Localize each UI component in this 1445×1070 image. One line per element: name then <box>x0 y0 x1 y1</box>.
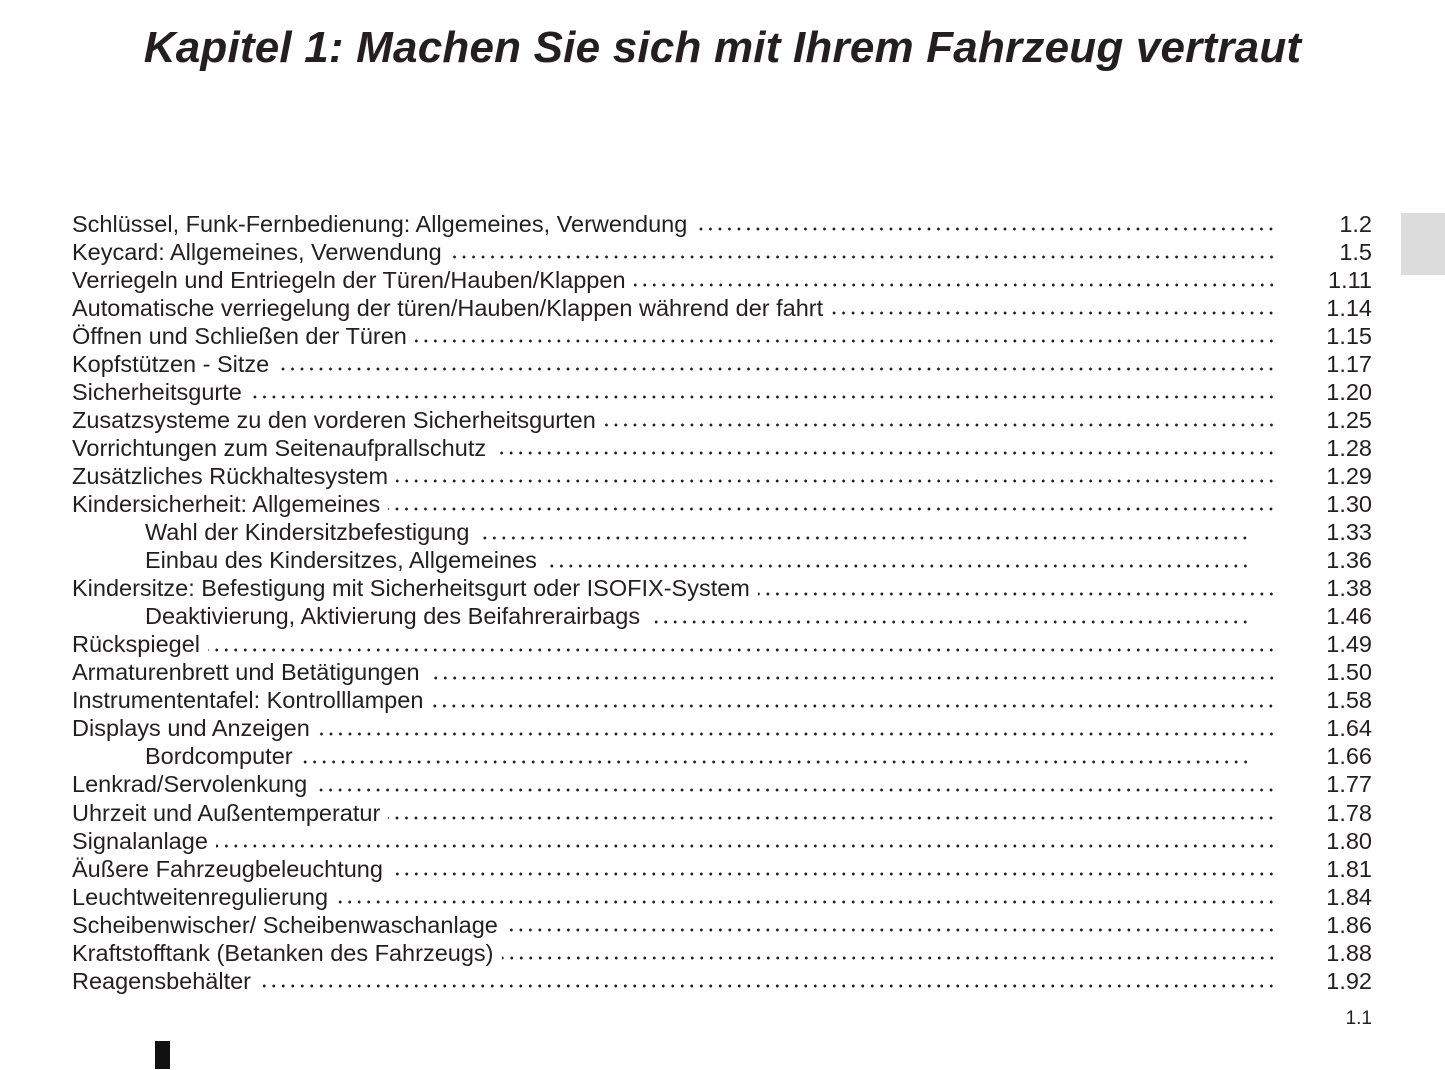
toc-leader <box>72 631 1276 659</box>
toc-entry[interactable] <box>72 715 1372 743</box>
toc-entry-page: 1.29 <box>1326 462 1372 489</box>
dot-leader <box>318 715 1276 743</box>
toc-entry-page: 1.2 <box>1339 210 1372 237</box>
toc-entry-label: Verriegeln und Entriegeln der Türen/Hauben/Klappen <box>72 266 626 293</box>
toc-entry-label: Automatische verriegelung der türen/Hauben/Klappen während der fahrt <box>72 294 824 321</box>
table-of-contents <box>72 210 1372 995</box>
toc-entry[interactable] <box>72 967 1372 995</box>
toc-entry-page: 1.64 <box>1326 715 1372 742</box>
toc-leader <box>72 434 1276 462</box>
toc-entry-page: 1.66 <box>1326 743 1372 770</box>
dot-leader <box>277 350 1276 378</box>
dot-leader <box>259 967 1276 995</box>
toc-entry-page: 1.49 <box>1326 631 1372 658</box>
toc-leader <box>72 687 1276 715</box>
toc-entry-label: Reagensbehälter <box>72 967 251 994</box>
toc-leader <box>72 967 1276 995</box>
dot-leader <box>428 659 1276 687</box>
dot-leader <box>391 855 1276 883</box>
toc-leader <box>72 238 1276 266</box>
toc-entry-page: 1.14 <box>1326 294 1372 321</box>
toc-entry[interactable] <box>72 210 1372 238</box>
toc-entry-label: Zusatzsysteme zu den vorderen Sicherheitsgurten <box>72 406 596 433</box>
toc-entry[interactable] <box>72 687 1372 715</box>
toc-entry-page: 1.5 <box>1339 238 1372 265</box>
toc-entry[interactable] <box>72 322 1372 350</box>
toc-entry-label: Lenkrad/Servolenkung <box>72 771 308 798</box>
dot-leader <box>208 631 1276 659</box>
toc-entry[interactable] <box>72 575 1372 603</box>
toc-entry[interactable] <box>72 294 1372 322</box>
toc-entry-page: 1.50 <box>1326 659 1372 686</box>
toc-entry-page: 1.88 <box>1326 939 1372 966</box>
toc-entry-page: 1.25 <box>1326 406 1372 433</box>
toc-subentry[interactable] <box>72 603 1372 631</box>
toc-entry[interactable] <box>72 939 1372 967</box>
toc-entry-page: 1.92 <box>1326 967 1372 994</box>
toc-leader <box>72 519 1276 547</box>
toc-leader <box>72 462 1276 490</box>
toc-entry-label: Zusätzliches Rückhaltesystem <box>72 462 389 489</box>
toc-entry-label: Sicherheitsgurte <box>72 378 242 405</box>
toc-entry-label: Scheibenwischer/ Scheibenwaschanlage <box>72 911 498 938</box>
toc-entry-page: 1.36 <box>1326 547 1372 574</box>
print-marker <box>155 1041 170 1069</box>
toc-entry[interactable] <box>72 238 1372 266</box>
toc-leader <box>72 771 1276 799</box>
chapter-side-tab <box>1401 213 1445 275</box>
toc-entry-label: Äußere Fahrzeugbeleuchtung <box>72 855 383 882</box>
dot-leader <box>336 883 1276 911</box>
dot-leader <box>388 490 1276 518</box>
page-number: 1.1 <box>1345 1008 1372 1029</box>
toc-leader <box>72 210 1276 238</box>
toc-entry[interactable] <box>72 659 1372 687</box>
toc-entry[interactable] <box>72 799 1372 827</box>
toc-entry-page: 1.30 <box>1326 490 1372 517</box>
toc-entry-label: Einbau des Kindersitzes, Allgemeines <box>145 547 537 574</box>
toc-entry[interactable] <box>72 631 1372 659</box>
dot-leader <box>388 799 1276 827</box>
toc-entry[interactable] <box>72 378 1372 406</box>
toc-leader <box>72 855 1276 883</box>
toc-leader <box>72 743 1276 771</box>
toc-leader <box>72 322 1276 350</box>
toc-leader <box>72 406 1276 434</box>
toc-leader <box>72 547 1276 575</box>
toc-leader <box>72 490 1276 518</box>
toc-entry-label: Deaktivierung, Aktivierung des Beifahrerairbags <box>145 603 641 630</box>
dot-leader <box>506 911 1276 939</box>
toc-entry-label: Kindersicherheit: Allgemeines <box>72 490 381 517</box>
chapter-title: Kapitel 1: Machen Sie sich mit Ihrem Fahrzeug vertraut <box>143 23 1302 72</box>
toc-entry-label: Wahl der Kindersitzbefestigung <box>145 519 470 546</box>
dot-leader <box>450 238 1276 266</box>
dot-leader <box>216 827 1276 855</box>
toc-entry-label: Vorrichtungen zum Seitenaufprallschutz <box>72 434 487 461</box>
toc-entry-page: 1.81 <box>1326 855 1372 882</box>
dot-leader <box>758 575 1276 603</box>
dot-leader <box>301 743 1250 771</box>
toc-leader <box>72 799 1276 827</box>
dot-leader <box>695 210 1276 238</box>
toc-entry-page: 1.17 <box>1326 350 1372 377</box>
dot-leader <box>502 939 1277 967</box>
toc-leader <box>72 575 1276 603</box>
dot-leader <box>477 519 1250 547</box>
toc-entry-label: Öffnen und Schließen der Türen <box>72 322 407 349</box>
toc-entry-label: Signalanlage <box>72 827 208 854</box>
dot-leader <box>415 322 1276 350</box>
toc-entry-label: Schlüssel, Funk-Fernbedienung: Allgemeines, Verwendung <box>72 210 688 237</box>
toc-entry-page: 1.11 <box>1328 266 1372 293</box>
toc-entry-label: Kraftstofftank (Betanken des Fahrzeugs) <box>72 939 494 966</box>
toc-entry[interactable] <box>72 911 1372 939</box>
toc-subentry[interactable] <box>72 519 1372 547</box>
toc-entry-page: 1.77 <box>1326 771 1372 798</box>
toc-leader <box>72 659 1276 687</box>
toc-entry[interactable] <box>72 827 1372 855</box>
toc-entry[interactable] <box>72 490 1372 518</box>
toc-entry[interactable] <box>72 855 1372 883</box>
dot-leader <box>431 687 1276 715</box>
dot-leader <box>396 462 1276 490</box>
toc-entry-label: Displays und Anzeigen <box>72 715 310 742</box>
toc-entry-label: Leuchtweitenregulierung <box>72 883 329 910</box>
dot-leader <box>604 406 1276 434</box>
toc-entry[interactable] <box>72 406 1372 434</box>
toc-leader <box>72 350 1276 378</box>
toc-entry-page: 1.15 <box>1326 322 1372 349</box>
dot-leader <box>494 434 1276 462</box>
toc-subentry[interactable] <box>72 547 1372 575</box>
toc-entry-page: 1.20 <box>1326 378 1372 405</box>
toc-entry-label: Rückspiegel <box>72 631 201 658</box>
toc-leader <box>72 603 1276 631</box>
toc-entry-page: 1.86 <box>1326 911 1372 938</box>
toc-entry-page: 1.28 <box>1326 434 1372 461</box>
toc-entry-label: Instrumententafel: Kontrolllampen <box>72 687 424 714</box>
toc-entry[interactable] <box>72 771 1372 799</box>
toc-entry-label: Uhrzeit und Außentemperatur <box>72 799 381 826</box>
dot-leader <box>831 294 1276 322</box>
toc-leader <box>72 911 1276 939</box>
toc-entry-page: 1.46 <box>1326 603 1372 630</box>
toc-leader <box>72 883 1276 911</box>
dot-leader <box>315 771 1276 799</box>
toc-entry[interactable] <box>72 434 1372 462</box>
toc-entry[interactable] <box>72 266 1372 294</box>
toc-entry-page: 1.84 <box>1326 883 1372 910</box>
toc-entry[interactable] <box>72 350 1372 378</box>
dot-leader <box>250 378 1276 406</box>
dot-leader <box>634 266 1276 294</box>
toc-entry-label: Kindersitze: Befestigung mit Sicherheitsgurt oder ISOFIX-System <box>72 575 750 602</box>
toc-leader <box>72 294 1276 322</box>
toc-entry-page: 1.80 <box>1326 827 1372 854</box>
toc-entry-label: Keycard: Allgemeines, Verwendung <box>72 238 442 265</box>
toc-leader <box>72 715 1276 743</box>
dot-leader <box>545 547 1250 575</box>
toc-subentry[interactable] <box>72 743 1372 771</box>
toc-entry-page: 1.58 <box>1326 687 1372 714</box>
toc-entry-page: 1.33 <box>1326 519 1372 546</box>
toc-leader <box>72 939 1276 967</box>
toc-leader <box>72 266 1276 294</box>
toc-entry[interactable] <box>72 883 1372 911</box>
toc-entry-label: Bordcomputer <box>145 743 293 770</box>
toc-leader <box>72 827 1276 855</box>
dot-leader <box>648 603 1250 631</box>
toc-entry-page: 1.78 <box>1326 799 1372 826</box>
toc-entry[interactable] <box>72 462 1372 490</box>
toc-leader <box>72 378 1276 406</box>
toc-entry-page: 1.38 <box>1326 575 1372 602</box>
toc-entry-label: Kopfstützen - Sitze <box>72 350 270 377</box>
toc-entry-label: Armaturenbrett und Betätigungen <box>72 659 420 686</box>
